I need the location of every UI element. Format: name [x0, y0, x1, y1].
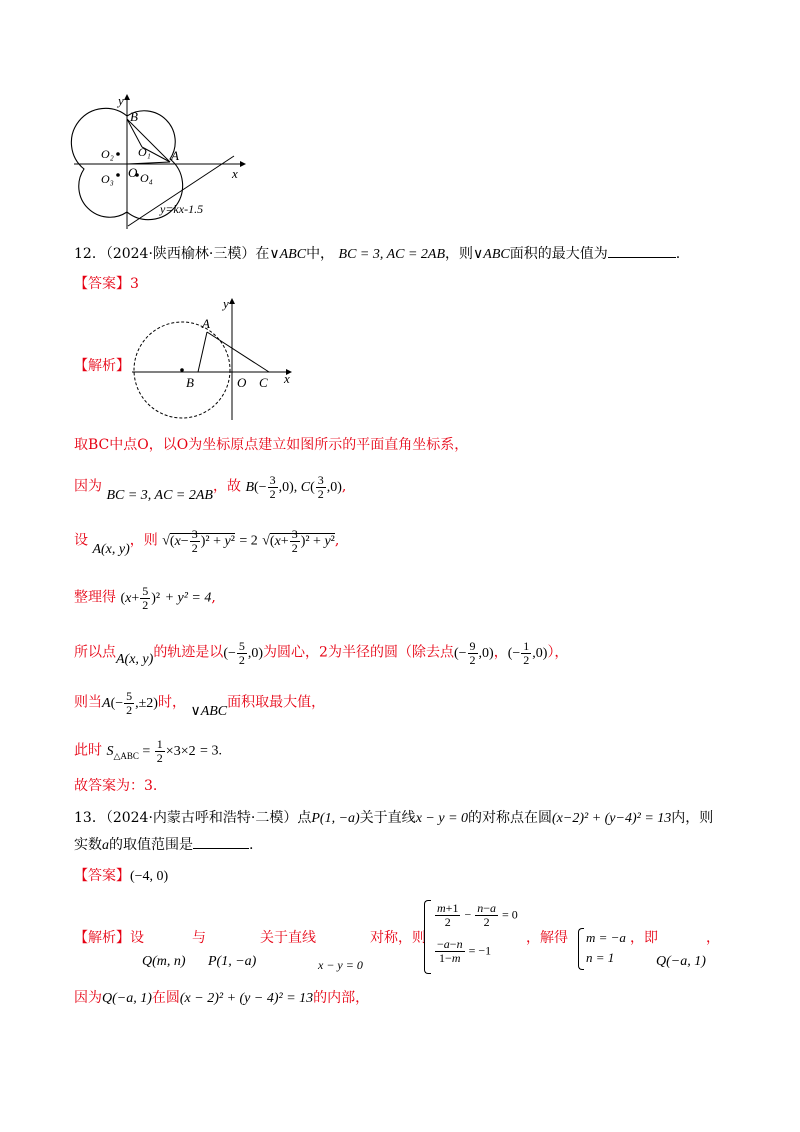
q13-text-f: 的取值范围是 — [109, 837, 193, 853]
q12-circle-eq: (x+ $\frac{5}{2}$ )² — [120, 584, 161, 612]
q13-text-e: 实数 — [74, 837, 102, 853]
q13-s2a: 因为 — [74, 990, 102, 1006]
q13-sol2: n = 1 — [586, 950, 615, 965]
q12-step-2: 因为 BC = 3, AC = 2AB，故 B(− $\frac{3}{2}$ ,0), C( $\frac{3}{2}$ ,0), — [74, 473, 347, 503]
q12-distance-eq-2: √(x+ $\frac{3}{2}$ )² + y² — [262, 527, 335, 555]
figure-circle-triangle — [128, 296, 300, 422]
fig2-label-y: y — [223, 296, 229, 311]
x-axis-arrow — [240, 161, 246, 167]
q13-Qres: Q(−a, 1) — [656, 954, 706, 969]
y-axis-arrow — [124, 94, 130, 100]
q12-tri-2: ABC — [483, 247, 510, 262]
q13-stem-1 — [74, 808, 713, 829]
q12-source: （2024·陕西榆林·三模） — [105, 246, 256, 262]
q12-excl-1: (− $\frac{9}{2}$ ,0) — [453, 639, 494, 667]
q12-text-a: 在 — [255, 246, 270, 262]
q12-step-4: 整理得 (x+ $\frac{5}{2}$ )² + y² = 4, — [74, 584, 216, 612]
q12-step-1 — [74, 435, 468, 455]
q12-s5e: ， — [493, 644, 508, 661]
q13-blank — [193, 848, 249, 849]
q12-tri: ABC — [279, 247, 307, 262]
q12-s6c: 面积取最大值， — [227, 694, 326, 711]
q13-s1g: ， — [706, 930, 720, 946]
y-axis-2-arrow — [229, 298, 235, 304]
q12-s2c: ，故 — [212, 478, 241, 495]
q12-s3a: 设 — [74, 532, 88, 549]
q12-number: 12． — [74, 246, 106, 262]
figure-circles-diagram — [70, 92, 250, 232]
q12-step-5 — [74, 640, 568, 667]
q12-answer-value: 3 — [130, 276, 139, 292]
q12-step-7 — [74, 738, 222, 766]
label-line: y=kx-1.5 — [160, 202, 204, 216]
q13-number: 13． — [74, 810, 106, 826]
q12-analysis-tag-text: 【解析】 — [74, 358, 130, 374]
q12-end: . — [675, 246, 681, 262]
q12-cond: BC = 3, AC = 2AB — [338, 247, 446, 262]
q12-s2a: 因为 — [74, 478, 102, 495]
circle-center — [180, 368, 184, 372]
segment-AC — [207, 332, 269, 372]
fig2-label-A: A — [202, 316, 210, 331]
q13-a: a — [102, 838, 109, 853]
q12-text-d: 面积的最大值为 — [509, 246, 608, 262]
label-O3: O₃ — [101, 172, 114, 186]
label-O: O — [128, 165, 138, 180]
q12-s4b: + y² = 4 — [164, 590, 212, 606]
fig2-label-O: O — [237, 375, 247, 390]
label-y: y — [118, 93, 124, 108]
q12-text-b: 中， — [306, 246, 335, 262]
q12-A-max: A(− $\frac{5}{2}$ ,±2) — [102, 689, 158, 717]
q12-s1: 取BC中点O，以O为坐标原点建立如图所示的平面直角坐标系， — [74, 437, 469, 453]
q13-s2c: 在圆 — [151, 990, 180, 1006]
q12-s6a: 则当 — [74, 694, 102, 711]
q13-s1e-wrap — [526, 928, 568, 948]
q13-s2d: (x − 2)² + (y − 4)² = 13 — [179, 991, 314, 1006]
q13-analysis-tag — [74, 928, 144, 948]
q13-P2: P(1, −a) — [208, 954, 257, 969]
point-O2 — [116, 152, 120, 156]
point-O3 — [116, 173, 120, 177]
q12-distance-eq: √(x− $\frac{3}{2}$ )² + y² — [162, 527, 235, 555]
q12-s5a: 所以点 — [74, 644, 116, 661]
q12-s2b: BC = 3, AC = 2AB — [106, 487, 213, 503]
q13-text-c: 的对称点在圆 — [468, 810, 553, 826]
q13-answer-value: (−4, 0) — [130, 869, 169, 884]
q13-answer-tag: 【答案】 — [74, 868, 130, 884]
q12-s4a: 整理得 — [74, 589, 116, 606]
fig2-label-B: B — [186, 375, 194, 390]
q12-stem: 12．（2024·陕西榆林·三模）在∨ABC中， BC = 3, AC = 2AB，则∨ABC面积的最大值为 . — [74, 246, 681, 262]
q13-text-d: 内，则 — [671, 810, 714, 826]
label-O4: O₄ — [140, 171, 153, 185]
q13-s1b: 与 — [192, 930, 206, 946]
q12-answer — [74, 274, 139, 294]
label-O1: O₁ — [138, 145, 151, 159]
q12-s5d: 为圆心，2为半径的圆（除去点 — [263, 644, 454, 661]
fig2-label-C: C — [259, 375, 268, 390]
q13-end: . — [249, 837, 254, 853]
q13-analysis-tag-text: 【解析】 — [74, 930, 130, 946]
q12-analysis-tag — [74, 356, 130, 376]
fig2-label-x: x — [284, 371, 290, 386]
q13-s1f-wrap — [630, 928, 658, 948]
q13-Q: Q(m, n) — [142, 954, 186, 969]
q12-s3c: ，则 — [129, 532, 158, 549]
q13-s2b: Q(−a, 1) — [102, 991, 152, 1006]
label-A: A — [171, 148, 179, 163]
q12-blank — [608, 257, 676, 258]
q13-line: x − y = 0 — [415, 811, 469, 826]
q13-P: P(1, −a) — [311, 811, 360, 826]
q13-s1e: ，解得 — [526, 930, 568, 946]
q13-text-b: 关于直线 — [359, 810, 416, 826]
label-x: x — [232, 166, 238, 181]
q12-s5b: A(x, y) — [116, 651, 154, 667]
q13-s1d: 对称，则 — [370, 930, 426, 946]
q13-s1d-wrap — [370, 928, 426, 948]
q13-sol1: m = −a — [586, 930, 626, 945]
q13-s1g-wrap — [706, 928, 720, 948]
q12-step-8 — [74, 776, 157, 796]
q12-s3d: = 2 — [239, 533, 258, 549]
q12-step-6 — [74, 690, 325, 717]
q12-s5f: ）， — [547, 644, 569, 661]
q12-area-eq: $S_{\triangle ABC}$ = $\frac{1}{2}$ ×3×2 — [106, 737, 196, 765]
q12-s7b: = 3. — [200, 743, 222, 759]
q12-answer-tag: 【答案】 — [74, 276, 130, 292]
q12-text-c: ，则 — [445, 246, 474, 262]
q12-s5c: 的轨迹是以 — [153, 644, 224, 661]
q13-source: （2024·内蒙古呼和浩特·二模） — [105, 810, 298, 826]
q13-s1f: ，即 — [630, 930, 658, 946]
q12-s8: 故答案为：3. — [74, 778, 158, 794]
q13-text-a: 点 — [297, 810, 312, 826]
q12-s3b: A(x, y) — [92, 541, 130, 557]
q13-s1a: 设 — [130, 930, 144, 946]
q13-answer — [74, 866, 168, 887]
q12-s7a: 此时 — [74, 742, 102, 759]
q12-step-3: 设 A(x, y)，则 √(x− $\frac{3}{2}$ )² + y² = 2 √(x+ $\frac{3}{2}$ )² + y², — [74, 527, 340, 557]
q13-circle: (x−2)² + (y−4)² = 13 — [552, 811, 672, 826]
q13-s1c-wrap — [260, 928, 316, 948]
q12-B-coord: B(− $\frac{3}{2}$ ,0), C( $\frac{3}{2}$ ,0) — [245, 473, 342, 501]
q13-s1c: 关于直线 — [260, 930, 316, 946]
q12-excl-2: (− $\frac{1}{2}$ ,0) — [507, 639, 548, 667]
q13-line2: x − y = 0 — [318, 958, 363, 972]
q13-s1b-wrap — [192, 928, 206, 948]
q13-s2e: 的内部， — [313, 990, 370, 1006]
label-O2: O₂ — [101, 147, 114, 161]
q12-tri-3: ∨ABC — [190, 703, 228, 719]
label-B: B — [130, 109, 138, 124]
q12-center: (− $\frac{5}{2}$ ,0) — [223, 639, 264, 667]
q12-s6b: 时， — [157, 694, 186, 711]
q13-stem-2 — [74, 835, 253, 856]
q13-step-2 — [74, 988, 369, 1009]
segment-AB — [198, 332, 207, 372]
